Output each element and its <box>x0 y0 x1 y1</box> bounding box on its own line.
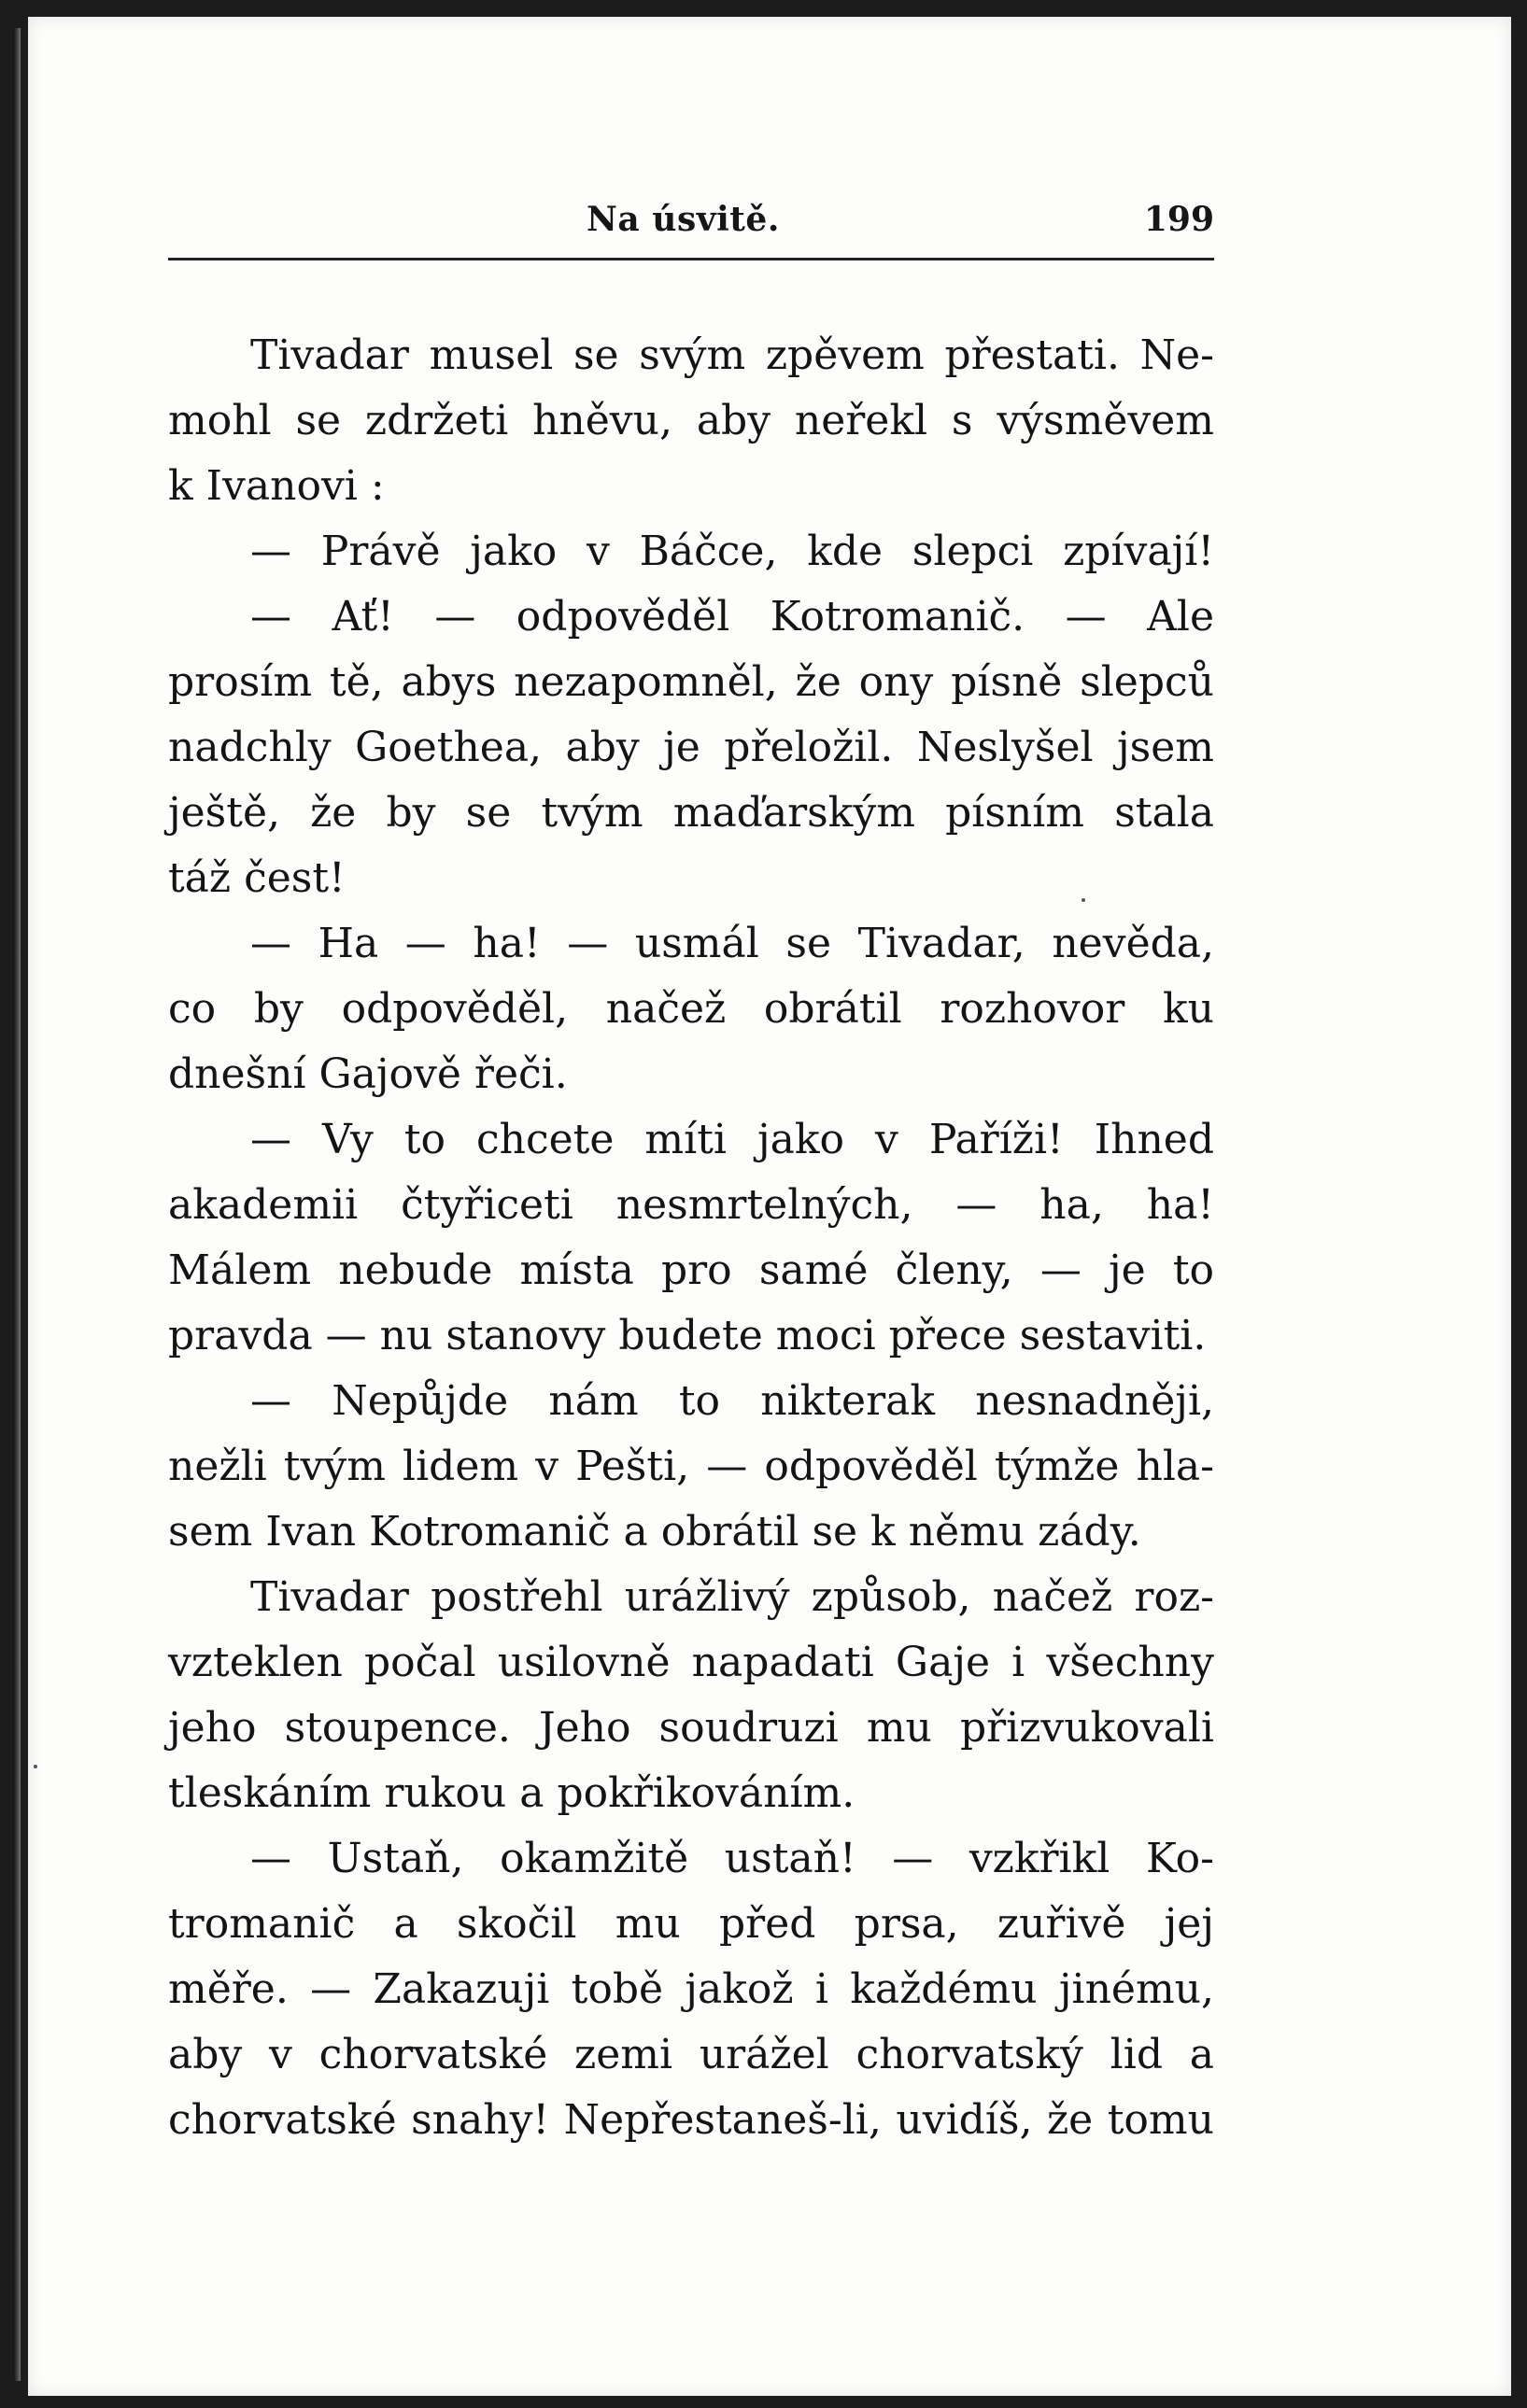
text-line: prosím tě, abys nezapomněl, že ony písně slepců <box>168 658 1214 706</box>
text-line: — Vy to chcete míti jako v Paříži! Ihned <box>250 1116 1214 1163</box>
text-line: chorvatské snahy! Nepřestaneš-li, uvidíš, že tomu <box>168 2096 1214 2144</box>
text-line: Tivadar postřehl urážlivý způsob, načež roz- <box>250 1573 1214 1621</box>
text-line: akademii čtyřiceti nesmrtelných, — ha, ha! <box>168 1181 1214 1229</box>
text-line: Málem nebude místa pro samé členy, — je to <box>168 1246 1214 1294</box>
text-line: vzteklen počal usilovně napadati Gaje i všechny <box>168 1639 1214 1686</box>
text-line: nežli tvým lidem v Pešti, — odpověděl týmže hla- <box>168 1443 1214 1490</box>
paper-speck <box>34 1765 37 1768</box>
text-line: co by odpověděl, načež obrátil rozhovor ku <box>168 985 1214 1033</box>
page-binding-edge <box>13 28 21 2381</box>
text-line: — Právě jako v Báčce, kde slepci zpívají! <box>250 528 1214 575</box>
text-line: ještě, že by se tvým maďarským písním stala <box>168 789 1214 837</box>
text-line: aby v chorvatské zemi urážel chorvatský lid a <box>168 2031 1214 2078</box>
running-title: Na úsvitě. <box>587 200 780 239</box>
text-line: — Nepůjde nám to nikterak nesnadněji, <box>250 1377 1214 1425</box>
text-line: táž čest! <box>168 854 346 902</box>
page-header <box>168 196 1214 252</box>
body-text <box>168 323 1214 2153</box>
paper-speck <box>1082 898 1085 902</box>
page-number: 199 <box>1143 200 1214 239</box>
text-line: Tivadar musel se svým zpěvem přestati. Ne- <box>250 331 1214 379</box>
text-line: jeho stoupence. Jeho soudruzi mu přizvukovali <box>168 1704 1214 1752</box>
text-line: — Ustaň, okamžitě ustaň! — vzkřikl Ko- <box>250 1835 1214 1882</box>
header-rule <box>168 258 1214 261</box>
text-line: nadchly Goethea, aby je přeložil. Neslyšel jsem <box>168 724 1214 771</box>
text-line: k Ivanovi : <box>168 462 385 510</box>
text-line: měře. — Zakazuji tobě jakož i každému jinému, <box>168 1965 1214 2013</box>
text-line: — Ha — ha! — usmál se Tivadar, nevěda, <box>250 920 1214 967</box>
text-line: — Ať! — odpověděl Kotromanič. — Ale <box>250 593 1214 641</box>
text-line: dnešní Gajově řeči. <box>168 1050 568 1098</box>
text-line: tleskáním rukou a pokřikováním. <box>168 1769 855 1817</box>
text-line: sem Ivan Kotromanič a obrátil se k němu zády. <box>168 1508 1141 1556</box>
text-line: tromanič a skočil mu před prsa, zuřivě jej <box>168 1900 1214 1948</box>
text-line: pravda — nu stanovy budete moci přece sestaviti. <box>168 1312 1207 1359</box>
text-line: mohl se zdržeti hněvu, aby neřekl s výsměvem <box>168 397 1214 444</box>
